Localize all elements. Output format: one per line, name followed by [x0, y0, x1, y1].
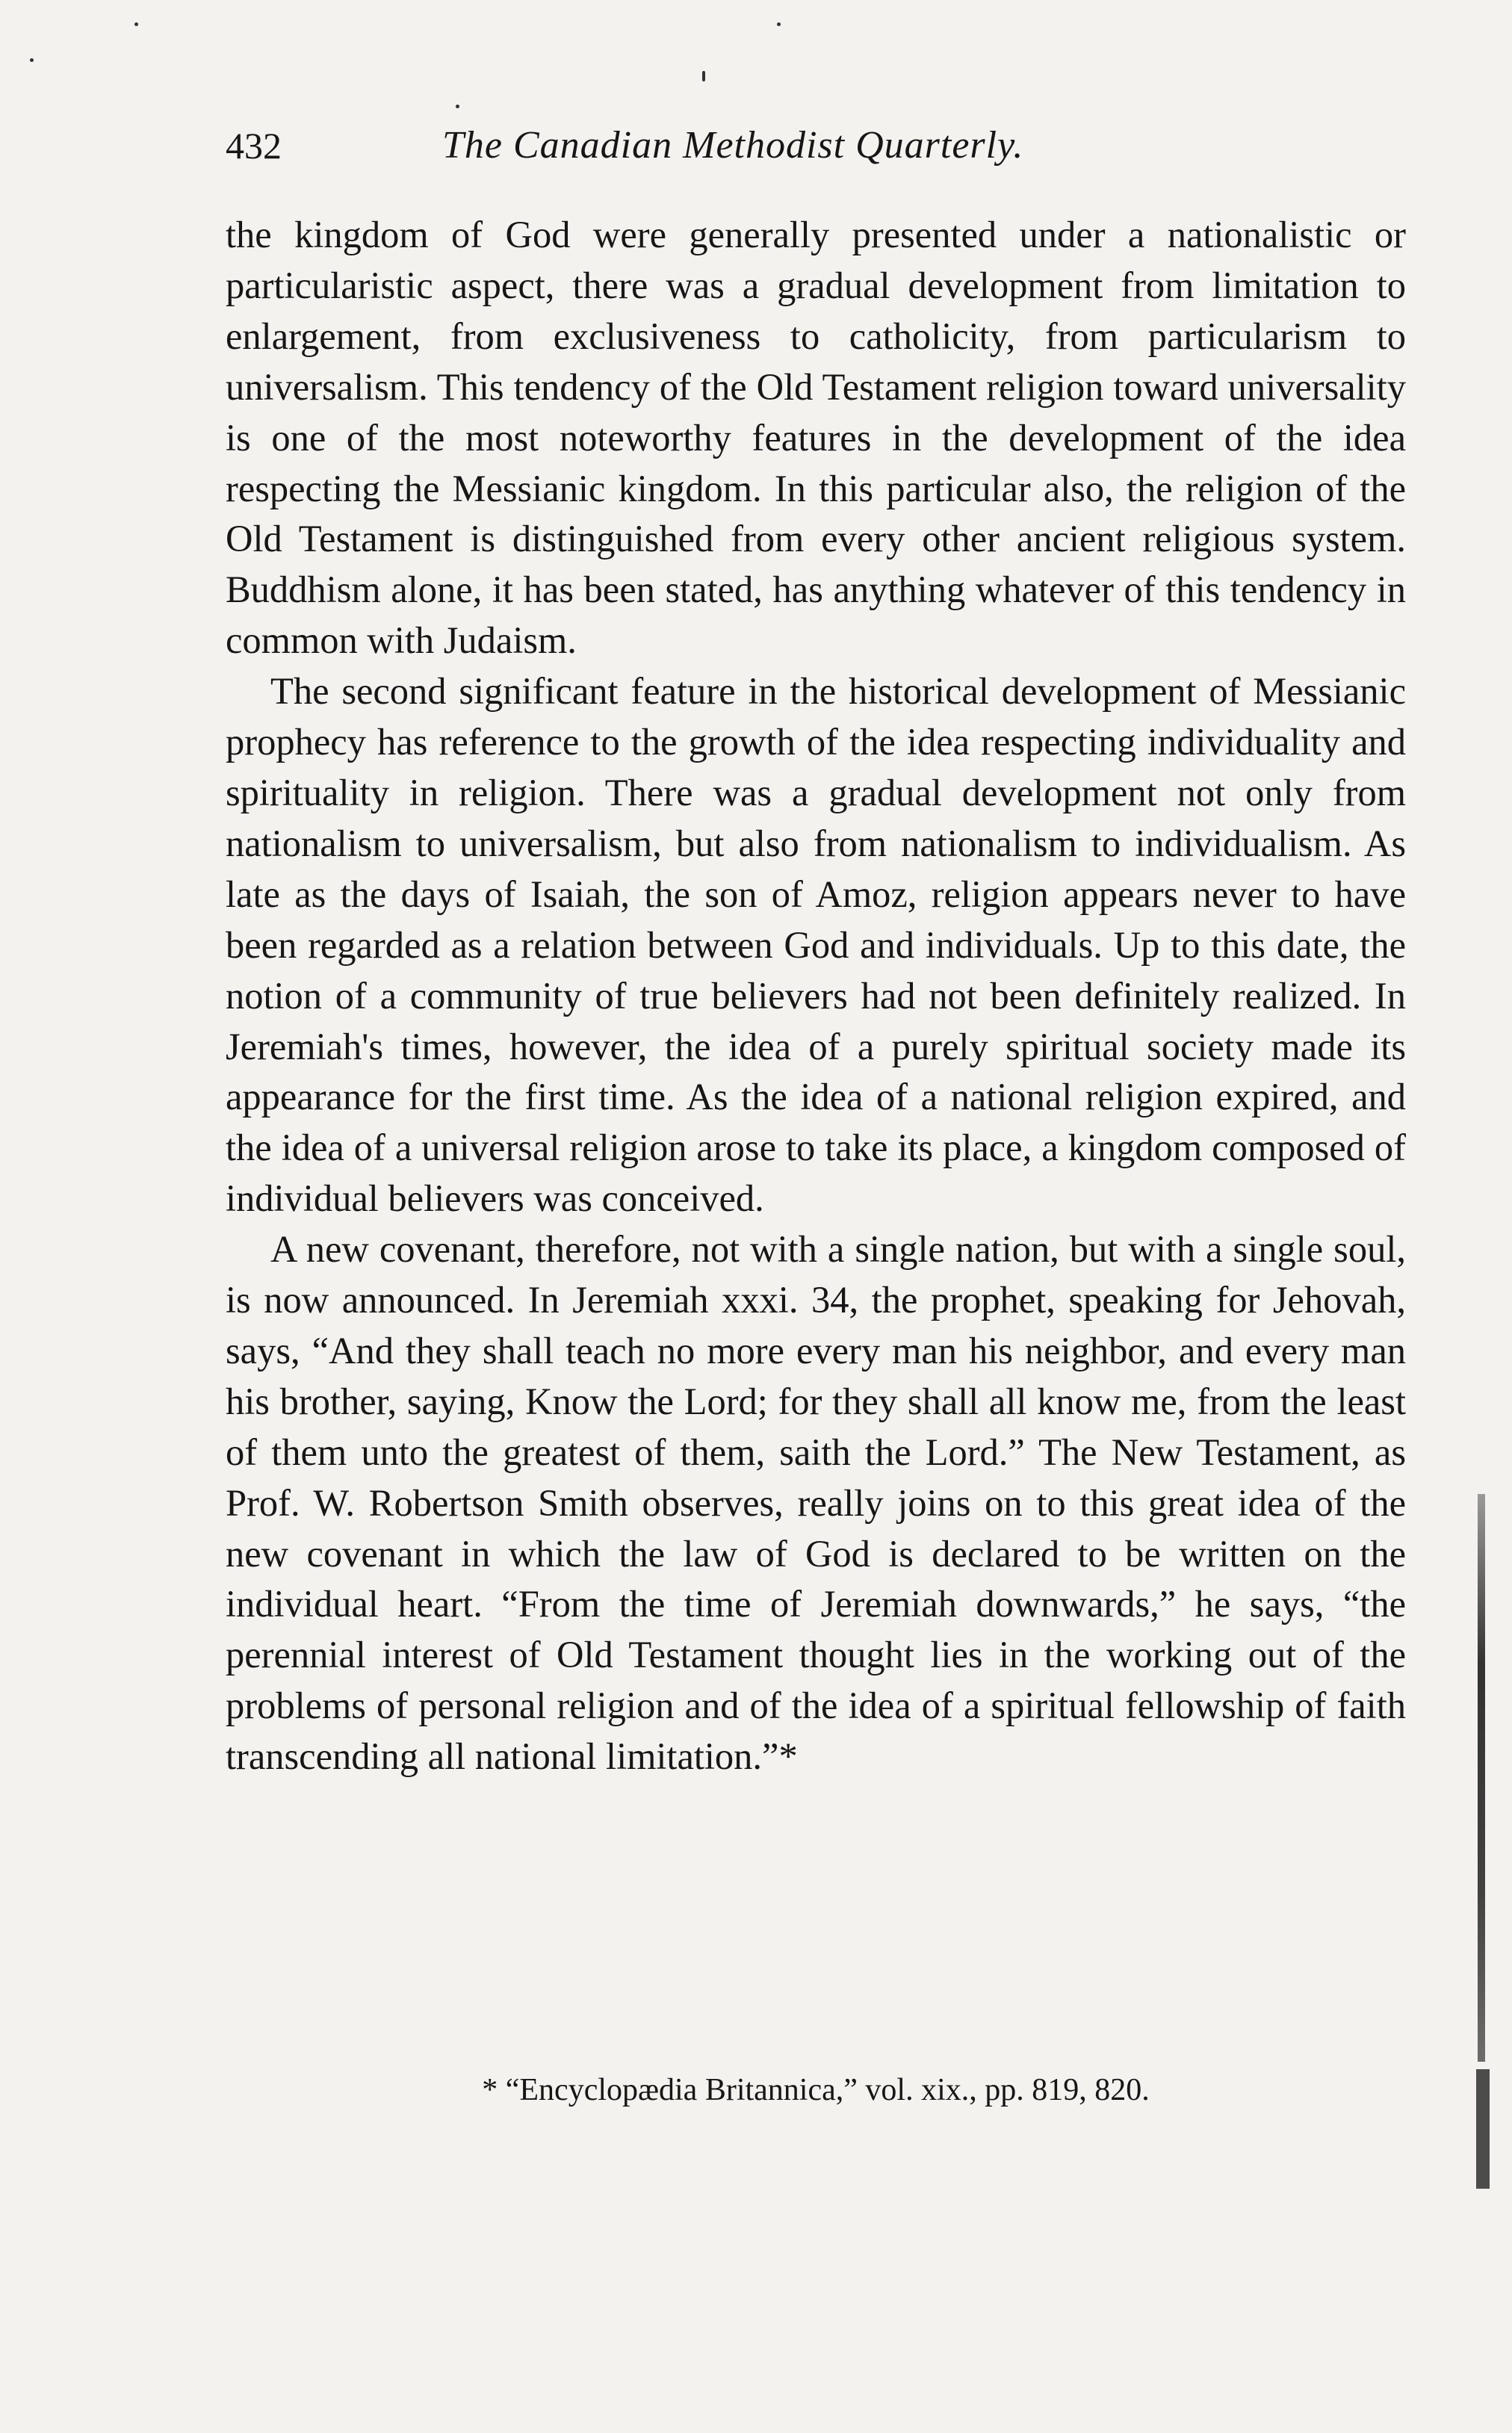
article-body: [226, 210, 1406, 1782]
scan-speck: [134, 22, 138, 26]
scan-speck: [456, 105, 459, 108]
paragraph-1: the kingdom of God were generally presented under a nationalistic or particularistic aspect, there was a gradual development from limitation to enlargement, from exclusiveness to catholicity, from particularism to universalism. This tendency of the Old Testament religion toward universality is one of the most noteworthy features in the development of the idea respecting the Messianic kingdom. In this particular also, the religion of the Old Testament is distinguished from every other ancient religious system. Buddhism alone, it has been stated, has anything whatever of this tendency in common with Judaism.: [226, 214, 1406, 662]
page-header: [226, 120, 1406, 172]
paragraph-3: A new covenant, therefore, not with a single nation, but with a single soul, is now announced. In Jeremiah xxxi. 34, the prophet, speaking for Jehovah, says, “And they shall teach no more every man his neighbor, and every man his brother, saying, Know the Lord; for they shall all know me, from the least of them unto the greatest of them, saith the Lord.” The New Testament, as Prof. W. Robertson Smith observes, really joins on to this great idea of the new covenant in which the law of God is declared to be written on the individual heart. “From the time of Jeremiah downwards,” he says, “the perennial interest of Old Testament thought lies in the working out of the problems of personal religion and of the idea of a spiritual fellowship of faith transcending all national limitation.”*: [226, 1228, 1406, 1778]
page-number: 432: [226, 125, 282, 167]
scan-speck: [30, 58, 34, 62]
running-title: The Canadian Methodist Quarterly.: [442, 124, 1024, 167]
paragraph-2: The second significant feature in the historical development of Messianic prophecy has reference to the growth of the idea respecting individuality and spirituality in religion. There was a gradual development not only from nationalism to universalism, but also from nationalism to individualism. As late as the days of Isaiah, the son of Amoz, religion appears never to have been regarded as a relation between God and individuals. Up to this date, the notion of a community of true believers had not been definitely realized. In Jeremiah's times, however, the idea of a purely spiritual society made its appearance for the first time. As the idea of a national religion expired, and the idea of a universal religion arose to take its place, a kingdom composed of individual believers was conceived.: [226, 670, 1406, 1220]
footnote: * “Encyclopædia Britannica,” vol. xix., pp. 819, 820.: [482, 2073, 1150, 2107]
scan-edge-artifact: [1478, 1494, 1485, 2062]
scan-edge-artifact-lower: [1476, 2069, 1490, 2189]
scan-speck: [702, 71, 705, 81]
scan-speck: [777, 22, 781, 26]
